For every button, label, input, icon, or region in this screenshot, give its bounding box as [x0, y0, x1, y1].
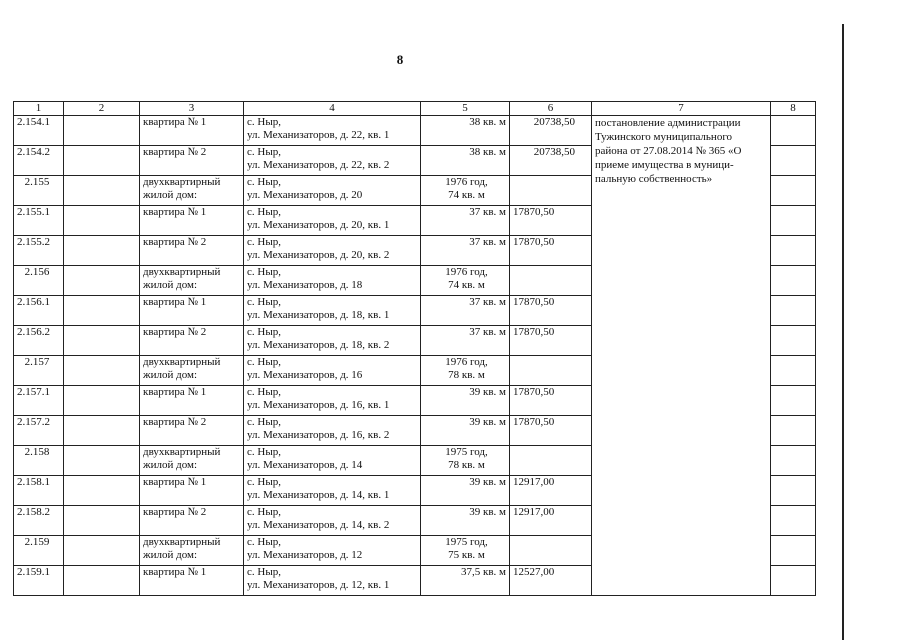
object-name-cell [140, 326, 244, 356]
column-2-cell [64, 566, 140, 596]
cell-line: с. Ныр, [247, 326, 281, 338]
cost-cell: 20738,50 [510, 146, 592, 176]
object-name-cell [140, 176, 244, 206]
object-name-cell [140, 536, 244, 566]
area-cell [421, 146, 510, 176]
address-cell [244, 206, 421, 236]
item-number-cell: 2.156.1 [14, 296, 64, 326]
cell-line: 75 кв. м [448, 549, 485, 561]
cell-line: ул. Механизаторов, д. 12 [247, 549, 363, 561]
area-cell [421, 236, 510, 266]
cell-line: квартира № 1 [143, 386, 207, 398]
area-cell [421, 476, 510, 506]
area-cell [421, 116, 510, 146]
cell-line: квартира № 2 [143, 146, 207, 158]
cell-line: с. Ныр, [247, 116, 281, 128]
address-cell [244, 236, 421, 266]
cell-line: ул. Механизаторов, д. 16, кв. 1 [247, 399, 390, 411]
item-number-cell: 2.155.1 [14, 206, 64, 236]
object-name-cell [140, 236, 244, 266]
item-number-cell: 2.158.1 [14, 476, 64, 506]
item-number-cell: 2.157.2 [14, 416, 64, 446]
area-cell [421, 446, 510, 476]
object-name-cell [140, 476, 244, 506]
cell-line: ул. Механизаторов, д. 22, кв. 1 [247, 129, 390, 141]
item-number-cell: 2.156.2 [14, 326, 64, 356]
column-2-cell [64, 476, 140, 506]
column-2-cell [64, 116, 140, 146]
column-2-cell [64, 296, 140, 326]
address-cell [244, 146, 421, 176]
header-cell: 6 [510, 102, 592, 116]
object-name-cell [140, 386, 244, 416]
column-8-cell [771, 476, 816, 506]
object-name-cell [140, 146, 244, 176]
cell-line: приеме имущества в муници- [595, 159, 734, 171]
cell-line: с. Ныр, [247, 236, 281, 248]
address-cell [244, 386, 421, 416]
cell-line: квартира № 2 [143, 416, 207, 428]
address-cell [244, 506, 421, 536]
cell-line: 37 кв. м [469, 236, 506, 248]
address-cell [244, 416, 421, 446]
legal-basis-cell [592, 116, 771, 596]
cell-line: Тужинского муниципального [595, 131, 733, 143]
cost-cell: 17870,50 [510, 326, 592, 356]
column-2-cell [64, 386, 140, 416]
area-cell [421, 206, 510, 236]
cell-line: района от 27.08.2014 № 365 «О [595, 145, 742, 157]
cell-line: с. Ныр, [247, 266, 281, 278]
item-number-cell: 2.157.1 [14, 386, 64, 416]
cell-line: с. Ныр, [247, 356, 281, 368]
cost-cell [510, 536, 592, 566]
column-8-cell [771, 356, 816, 386]
column-8-cell [771, 416, 816, 446]
cell-line: ул. Механизаторов, д. 20, кв. 1 [247, 219, 390, 231]
cost-cell: 12917,00 [510, 476, 592, 506]
column-8-cell [771, 506, 816, 536]
address-cell [244, 176, 421, 206]
item-number-cell: 2.157 [14, 356, 64, 386]
cell-line: с. Ныр, [247, 206, 281, 218]
cell-line: двухквартирный [143, 176, 221, 188]
object-name-cell [140, 206, 244, 236]
cost-cell [510, 356, 592, 386]
cell-line: ул. Механизаторов, д. 20, кв. 2 [247, 249, 390, 261]
cell-line: жилой дом: [143, 369, 198, 381]
cost-cell [510, 266, 592, 296]
cell-line: 78 кв. м [448, 459, 485, 471]
column-8-cell [771, 116, 816, 146]
cell-line: квартира № 2 [143, 326, 207, 338]
column-2-cell [64, 326, 140, 356]
address-cell [244, 296, 421, 326]
column-8-cell [771, 536, 816, 566]
column-2-cell [64, 176, 140, 206]
item-number-cell: 2.156 [14, 266, 64, 296]
cell-line: 39 кв. м [469, 476, 506, 488]
cell-line: 37 кв. м [469, 296, 506, 308]
header-cell: 2 [64, 102, 140, 116]
cell-line: ул. Механизаторов, д. 18, кв. 1 [247, 309, 390, 321]
object-name-cell [140, 506, 244, 536]
cost-cell: 12527,00 [510, 566, 592, 596]
cell-line: 38 кв. м [469, 116, 506, 128]
cell-line: 74 кв. м [448, 279, 485, 291]
cell-line: пальную собственность» [595, 173, 713, 185]
area-cell [421, 266, 510, 296]
area-cell [421, 536, 510, 566]
cell-line: квартира № 1 [143, 206, 207, 218]
address-cell [244, 446, 421, 476]
header-cell: 4 [244, 102, 421, 116]
item-number-cell: 2.158.2 [14, 506, 64, 536]
column-2-cell [64, 356, 140, 386]
object-name-cell [140, 566, 244, 596]
cost-cell: 12917,00 [510, 506, 592, 536]
item-number-cell: 2.159.1 [14, 566, 64, 596]
cell-line: 39 кв. м [469, 386, 506, 398]
cell-line: двухквартирный [143, 266, 221, 278]
cell-line: ул. Механизаторов, д. 18, кв. 2 [247, 339, 390, 351]
cell-line: квартира № 1 [143, 476, 207, 488]
column-8-cell [771, 206, 816, 236]
cell-line: постановление администрации [595, 117, 741, 129]
cell-line: жилой дом: [143, 189, 198, 201]
cell-line: с. Ныр, [247, 386, 281, 398]
cell-line: ул. Механизаторов, д. 14, кв. 1 [247, 489, 390, 501]
area-cell [421, 326, 510, 356]
cost-cell [510, 446, 592, 476]
cell-line: ул. Механизаторов, д. 12, кв. 1 [247, 579, 390, 591]
margin-line [842, 24, 844, 640]
cell-line: 1976 год, [445, 176, 488, 188]
cell-line: ул. Механизаторов, д. 16 [247, 369, 363, 381]
cell-line: 37,5 кв. м [461, 566, 506, 578]
area-cell [421, 506, 510, 536]
header-cell: 8 [771, 102, 816, 116]
cell-line: с. Ныр, [247, 506, 281, 518]
cell-line: 39 кв. м [469, 416, 506, 428]
cell-line: жилой дом: [143, 549, 198, 561]
area-cell [421, 176, 510, 206]
address-cell [244, 326, 421, 356]
column-2-cell [64, 416, 140, 446]
property-register-table [13, 101, 816, 596]
column-8-cell [771, 326, 816, 356]
header-cell: 7 [592, 102, 771, 116]
column-2-cell [64, 266, 140, 296]
cell-line: ул. Механизаторов, д. 14 [247, 459, 363, 471]
column-2-cell [64, 506, 140, 536]
item-number-cell: 2.155.2 [14, 236, 64, 266]
cell-line: 1976 год, [445, 266, 488, 278]
item-number-cell: 2.154.2 [14, 146, 64, 176]
cell-line: квартира № 2 [143, 506, 207, 518]
cell-line: с. Ныр, [247, 416, 281, 428]
item-number-cell: 2.154.1 [14, 116, 64, 146]
column-8-cell [771, 296, 816, 326]
cell-line: с. Ныр, [247, 296, 281, 308]
cell-line: квартира № 2 [143, 236, 207, 248]
cell-line: квартира № 1 [143, 296, 207, 308]
cell-line: двухквартирный [143, 446, 221, 458]
column-8-cell [771, 566, 816, 596]
cell-line: с. Ныр, [247, 536, 281, 548]
address-cell [244, 356, 421, 386]
address-cell [244, 476, 421, 506]
cell-line: ул. Механизаторов, д. 20 [247, 189, 363, 201]
cell-line: с. Ныр, [247, 566, 281, 578]
cost-cell: 17870,50 [510, 236, 592, 266]
cell-line: 39 кв. м [469, 506, 506, 518]
cell-line: ул. Механизаторов, д. 22, кв. 2 [247, 159, 390, 171]
address-cell [244, 266, 421, 296]
column-8-cell [771, 266, 816, 296]
cell-line: 74 кв. м [448, 189, 485, 201]
cell-line: 37 кв. м [469, 206, 506, 218]
cell-line: с. Ныр, [247, 146, 281, 158]
item-number-cell: 2.159 [14, 536, 64, 566]
column-8-cell [771, 236, 816, 266]
cell-line: с. Ныр, [247, 476, 281, 488]
cell-line: жилой дом: [143, 459, 198, 471]
area-cell [421, 296, 510, 326]
page-number: 8 [396, 52, 404, 67]
header-cell: 1 [14, 102, 64, 116]
column-8-cell [771, 446, 816, 476]
cell-line: ул. Механизаторов, д. 14, кв. 2 [247, 519, 390, 531]
cost-cell: 20738,50 [510, 116, 592, 146]
cost-cell [510, 176, 592, 206]
column-2-cell [64, 206, 140, 236]
column-2-cell [64, 236, 140, 266]
object-name-cell [140, 116, 244, 146]
cell-line: ул. Механизаторов, д. 16, кв. 2 [247, 429, 390, 441]
cost-cell: 17870,50 [510, 386, 592, 416]
cell-line: квартира № 1 [143, 116, 207, 128]
object-name-cell [140, 446, 244, 476]
cost-cell: 17870,50 [510, 206, 592, 236]
area-cell [421, 416, 510, 446]
column-2-cell [64, 446, 140, 476]
header-cell: 5 [421, 102, 510, 116]
area-cell [421, 566, 510, 596]
header-cell: 3 [140, 102, 244, 116]
register-body [14, 116, 816, 596]
column-2-cell [64, 536, 140, 566]
cost-cell: 17870,50 [510, 296, 592, 326]
cell-line: 1975 год, [445, 446, 488, 458]
cell-line: 38 кв. м [469, 146, 506, 158]
item-number-cell: 2.155 [14, 176, 64, 206]
cell-line: 37 кв. м [469, 326, 506, 338]
cell-line: двухквартирный [143, 536, 221, 548]
object-name-cell [140, 266, 244, 296]
table-row [14, 116, 816, 146]
column-2-cell [64, 146, 140, 176]
address-cell [244, 536, 421, 566]
object-name-cell [140, 416, 244, 446]
cell-line: с. Ныр, [247, 446, 281, 458]
object-name-cell [140, 296, 244, 326]
cell-line: 1976 год, [445, 356, 488, 368]
item-number-cell: 2.158 [14, 446, 64, 476]
area-cell [421, 386, 510, 416]
column-8-cell [771, 146, 816, 176]
address-cell [244, 116, 421, 146]
cell-line: ул. Механизаторов, д. 18 [247, 279, 363, 291]
cell-line: квартира № 1 [143, 566, 207, 578]
cell-line: жилой дом: [143, 279, 198, 291]
cell-line: с. Ныр, [247, 176, 281, 188]
object-name-cell [140, 356, 244, 386]
cell-line: 1975 год, [445, 536, 488, 548]
cell-line: 78 кв. м [448, 369, 485, 381]
column-8-cell [771, 386, 816, 416]
column-8-cell [771, 176, 816, 206]
cost-cell: 17870,50 [510, 416, 592, 446]
header-row [14, 102, 816, 116]
address-cell [244, 566, 421, 596]
cell-line: двухквартирный [143, 356, 221, 368]
area-cell [421, 356, 510, 386]
